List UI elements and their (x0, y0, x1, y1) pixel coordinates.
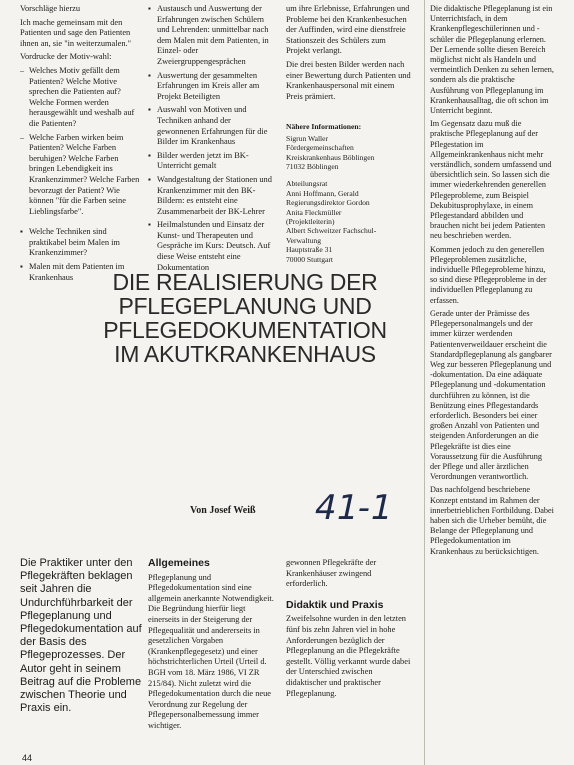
paragraph: Ich mache gemeinsam mit den Patienten und sage den Patienten ihnen an, sie "in weiterzumalen." (20, 17, 132, 48)
lead-paragraph: Die Praktiker unter den Pflegekräften beklagen seit Jahren die Undurchführbarkeit der Pflegeplanung und Pflegedokumentation auf der Basis des Pflegeprozesses. Der Autor geht in seinem Beitrag auf die Probleme zwischen Theorie und Praxis ein. (20, 557, 142, 715)
paragraph: Zweifelsohne wurden in den letzten fünf bis zehn Jahren viel in hohe Anforderungen bezüglich der Pflegeplanung an die Pflegekräfte gestellt. Völlig verkannt wurde dabei der Unterschied zwischen didaktischer und praktischer Pflegeplanung. (286, 614, 411, 698)
paragraph: um ihre Erlebnisse, Erfahrungen und Probleme bei den Krankenbesuchen der Auffinden, wird eine dienstfreie Stationszeit des Schülers zum Projekt verlangt. (286, 4, 410, 56)
list-item: ▪ Austausch und Auswertung der Erfahrungen zwischen Schülern und Lehrenden: unmittelbar nach dem Malen mit dem Patienten, in Einzel- oder Zweiergruppengesprächen (148, 4, 274, 68)
list-item: ▪ Heilmalstunden und Einsatz der Kunst- und Therapeuten und Gespräche im Kurs: Deutsch. Auf diese Weise entsteht eine Dokumentation (148, 220, 274, 273)
list-item: ▪ Welche Techniken sind praktikabel beim Malen im Krankenzimmer? (20, 227, 140, 259)
contact-line: Sigrun Waller (286, 133, 329, 143)
contact-heading: Nähere Informationen: (286, 122, 362, 132)
page-number: 44 (22, 753, 33, 763)
contact-line: Albert Schweitzer Fachschul- (286, 226, 377, 236)
title-line: PFLEGEDOKUMENTATION (103, 317, 387, 343)
column-1-top (20, 4, 140, 286)
title-line: DIE REALISIERUNG DER (112, 269, 378, 295)
paragraph: Das nachfolgend beschriebene Konzept entstand im Rahmen der innerbetrieblichen Fortbildung. Dabei haben sich die Urheber bemüht, die Belange der Pflegeplanung und Pflegedokumentation im Krankenhaus zu berücksichtigen. (430, 485, 554, 556)
list-item: ▪ Malen mit dem Patienten im Krankenhaus (20, 262, 140, 283)
article-title (60, 270, 430, 366)
paragraph: gewonnen Pflegekräfte der Krankenhäuser zwingend erforderlich. (286, 558, 377, 589)
column-3-top (286, 4, 412, 264)
contact-line: Anni Hoffmann, Gerald (286, 188, 359, 198)
contact-line: 70000 Stuttgart (286, 254, 334, 264)
list-item: ▪ Bilder werden jetzt im BK-Unterricht gemalt (148, 151, 274, 172)
contact-line: 71032 Böblingen (286, 161, 339, 171)
list-item: ▪ Wandgestaltung der Stationen und Krankenzimmer mit den BK-Bildern: es entsteht eine Zusammenarbeit der BK-Lehrer (148, 175, 274, 217)
contact-box (286, 122, 412, 264)
contact-line: Anita Fleckmüller (286, 207, 342, 217)
section-allgemeines (148, 558, 274, 735)
section-heading: Allgemeines (148, 557, 210, 569)
contact-line: Verwaltung (286, 235, 322, 245)
column-4 (430, 4, 554, 560)
paragraph: Vorschläge hierzu (20, 4, 81, 13)
list-item: ▪ Auswertung der gesammelten Erfahrungen im Kreis aller am Projekt Beteiligten (148, 71, 274, 103)
paragraph: Pflegeplanung und Pflegedokumentation sind eine allgemein anerkannte Notwendigkeit. Die Begründung hierfür liegt einerseits in der Steigerung der Pflegequalität und andererseits in gesetzlichen Vorgaben (Krankenpflegegesetz) und einer höchstrichterlichen Urteil (Urteil d. BGH vom 18. März 1986, VI ZR 215/84). Nicht zuletzt wird die Pflegedokumentation durch die neue Verordnung zur Regelung der Pflegepersonalbemessung immer wichtiger. (148, 572, 274, 730)
column-3-bottom (286, 558, 412, 702)
paragraph: Vordrucke der Motiv-wahl: (20, 52, 112, 62)
contact-line: Hauptstraße 31 (286, 245, 333, 255)
paragraph: Kommen jedoch zu den generellen Pflegeproblemen zusätzliche, individuelle Pflegeprobleme hinzu, so sind diese Pflegeprobleme in der individuellen Pflegeplanung zu erfassen. (430, 244, 547, 305)
list-item: – Welches Motiv gefällt dem Patienten? Welche Motive sprechen die Patienten auf? Welche Formen werden herausgewählt und weshalb auf die Patienten? (20, 66, 140, 130)
paragraph: Gerade unter der Prämisse des Pflegepersonalmangels und der immer kürzer werdenden Patientenverweildauer erscheint die Standardpflegeplanung als gangbarer Weg zur besseren Pflegeplanung und -dokumentation. Da eine adäquate Pflegeplanung und -dokumentation durchführen zu können, ist die Benützung eines Pflegestandards erforderlich. Besonders bei einer großen Anzahl von Patienten und steigenden Anforderungen an die Pflegekräfte ist dies eine Voraussetzung für die Ausführung der Pflege und aller ärztlichen Verordnungen verantwortlich. (430, 308, 552, 482)
dash-list (20, 66, 140, 217)
contact-line: Fördergemeinschaften (286, 143, 354, 153)
column-rule (424, 0, 425, 765)
list-item: – Welche Farben wirken beim Patienten? Welche Farben beruhigen? Welche Farben bringen Lebendigkeit ins Krankenzimmer? Welche Farben bevorzugt der Patient? Wie können "für die Farben seine Lieblingsfarbe". (20, 133, 140, 218)
contact-line: Regierungsdirektor Gordon (286, 198, 370, 208)
title-line: IM AKUTKRANKENHAUS (114, 341, 376, 367)
byline: Von Josef Weiß (190, 505, 256, 516)
paragraph: Die drei besten Bilder werden nach einer Bewertung durch Patienten und Krankenhauspersonal mit einem Preis prämiert. (286, 59, 411, 101)
list-item: ▪ Auswahl von Motiven und Techniken anhand der gewonnenen Erfahrungen für die Bilder im Krankenhaus (148, 105, 274, 147)
title-line: PFLEGEPLANUNG UND (118, 293, 372, 319)
paragraph: Im Gegensatz dazu muß die praktische Pflegeplanung auf der Pflegestation im Allgemeinkrankenhaus nicht mehr verständlich, sondern umfassend und übersichtlich sein. So lassen sich die immer wiederkehrenden generellen Pflegeprobleme, zum Beispiel Dekubitusprophylaxe, in einem Pflegestandard abbilden und brauchen nicht bei jedem Patienten neu beschrieben werden. (430, 119, 552, 241)
column-2-top (148, 4, 274, 276)
contact-line: (Projektleiterin) (286, 217, 335, 226)
paragraph: Die didaktische Pflegeplanung ist ein Unterrichtsfach, in dem Krankenpflegeschülerinnen und -schüler die Pflegeplanung erlernen. Der Lernende sollte diesen Bereich möglichst nicht als Handeln und vermeintlich Denken zu sehen lernen, sondern als die praktische Ausführung von Pflegeplanung im Krankenhausalltag, die oft schon im Unterricht beginnt. (430, 4, 554, 116)
handwritten-signature: 41-1 (310, 488, 397, 528)
section-heading: Didaktik und Praxis (286, 598, 384, 611)
spacer (286, 171, 412, 179)
contact-line: Kreiskrankenhaus Böblingen (286, 152, 375, 162)
bullet-list (148, 4, 274, 273)
contact-line: Abteilungsrat (286, 179, 328, 189)
